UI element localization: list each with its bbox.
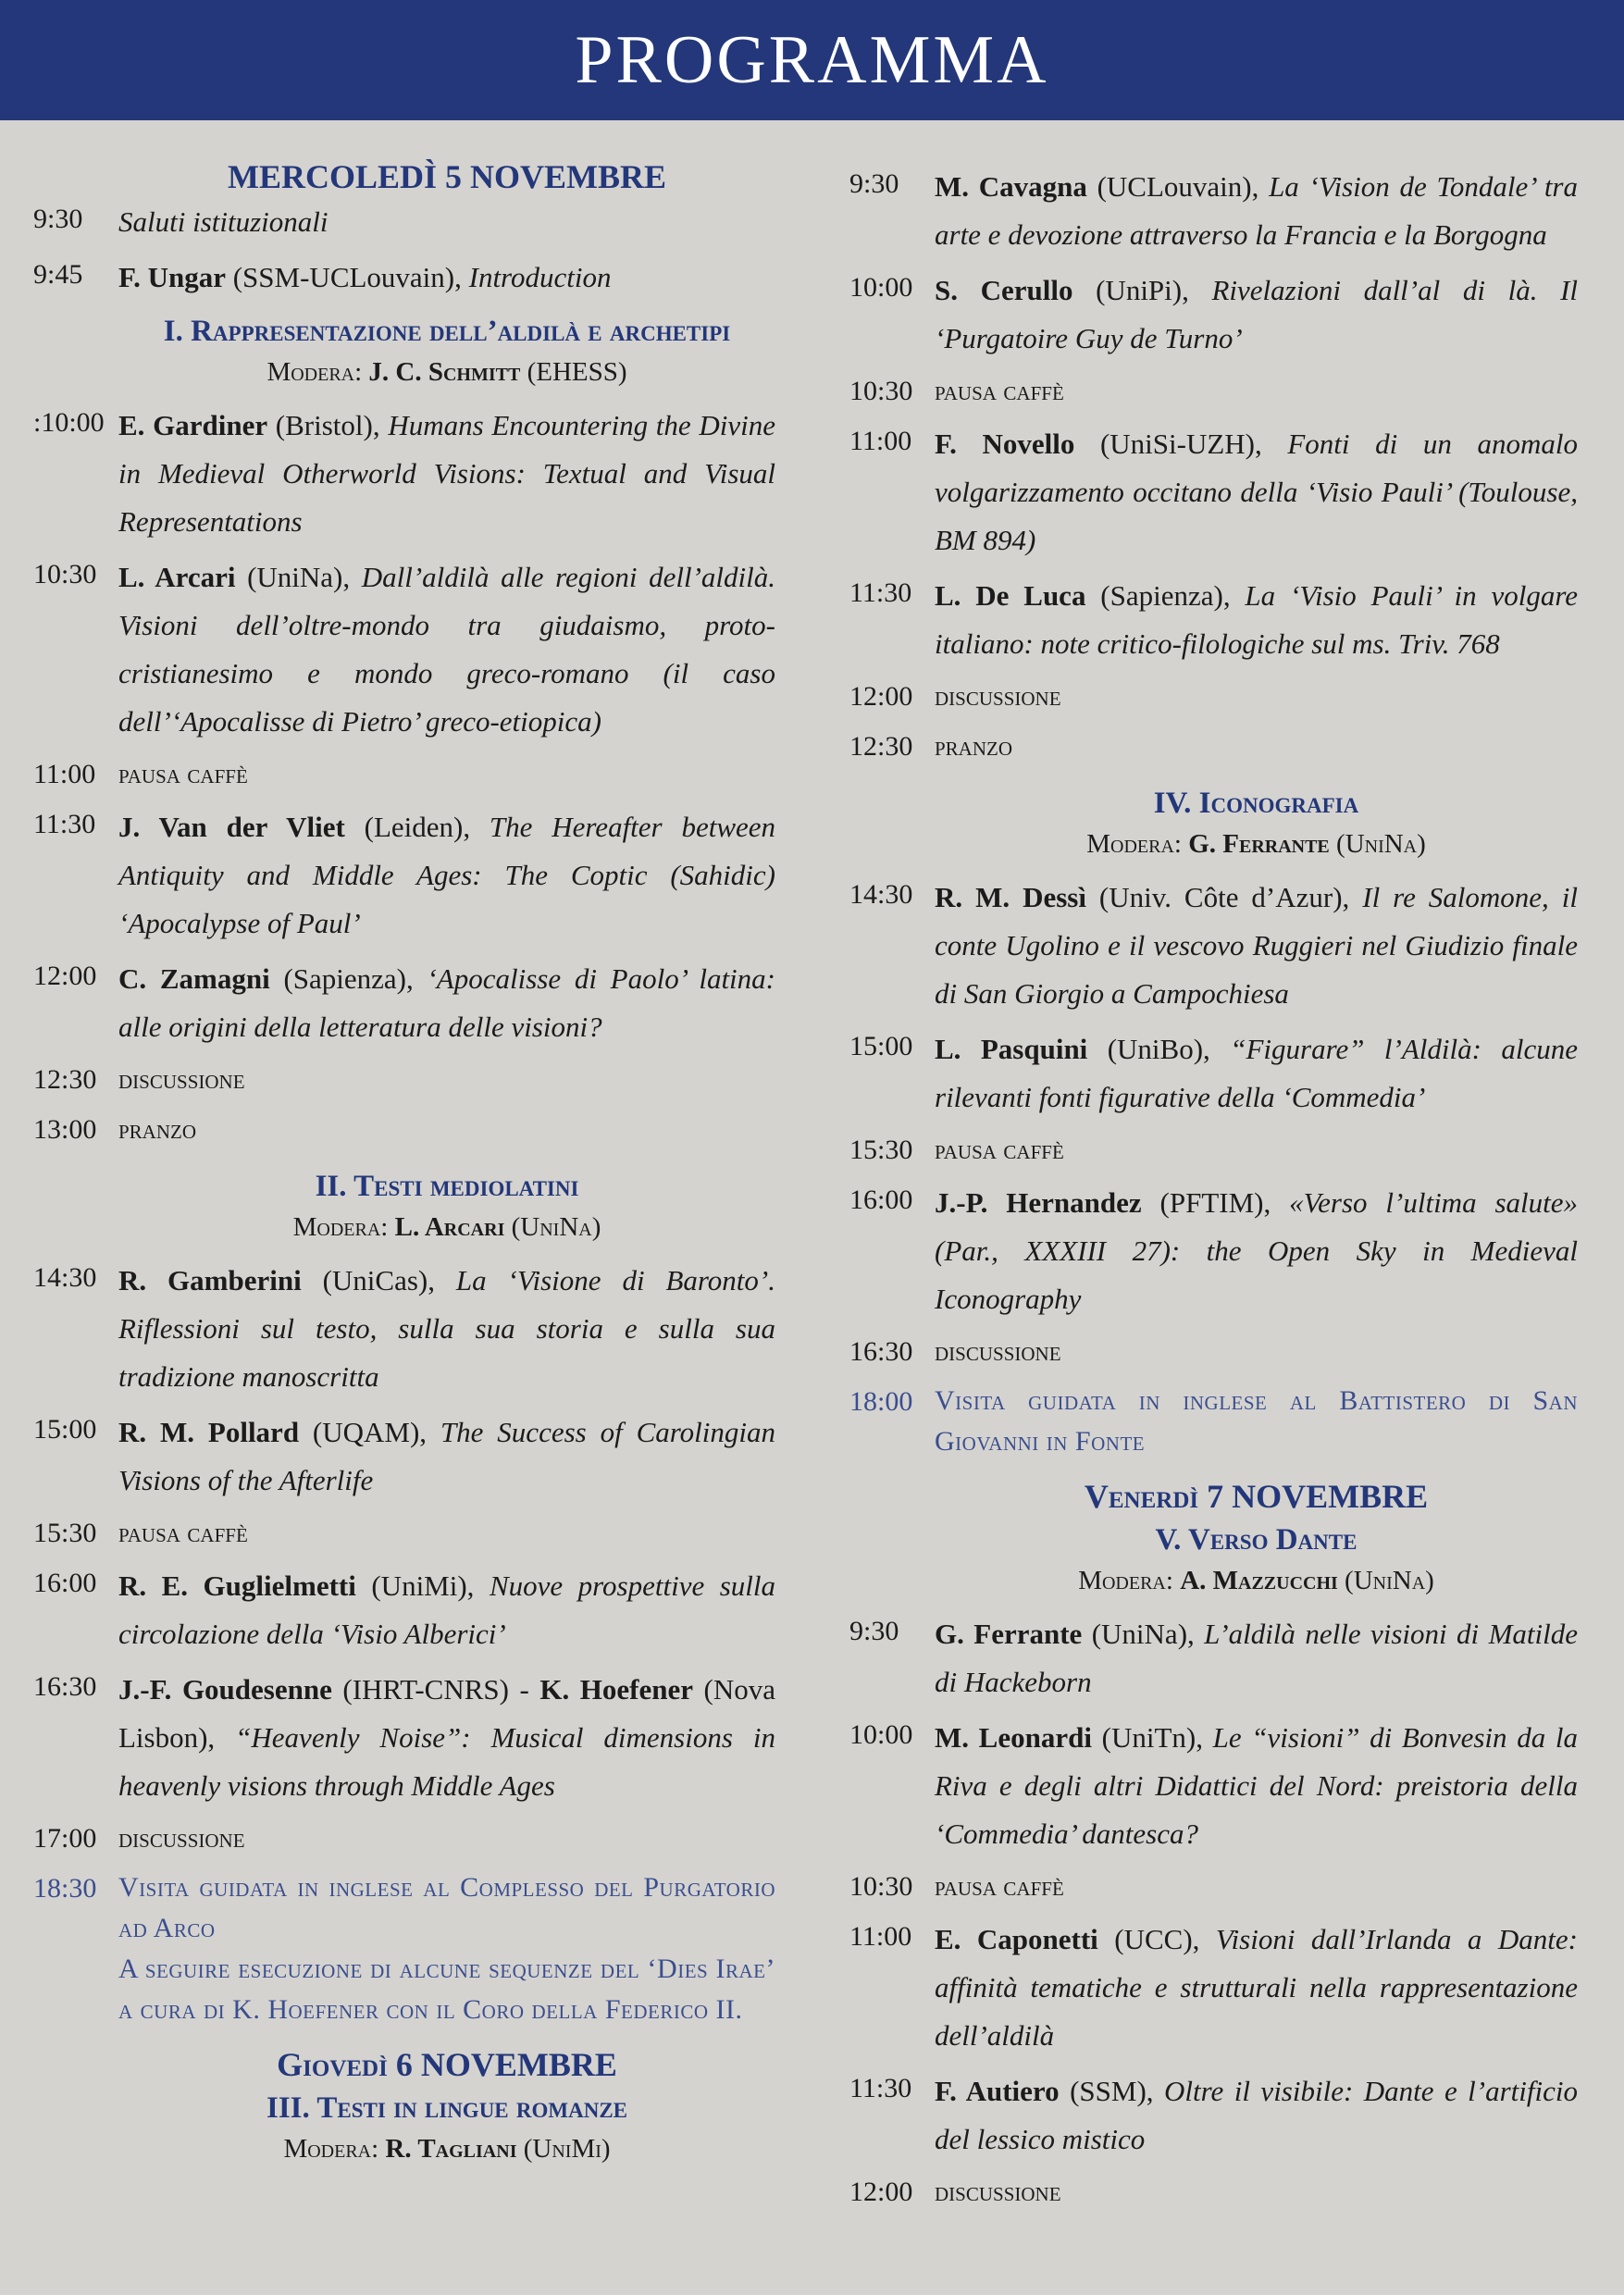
entry-time: :10:00 bbox=[33, 407, 105, 438]
entry-text: pausa caffè bbox=[935, 1871, 1064, 1902]
section-title: II. Testi mediolatini bbox=[315, 1170, 579, 1203]
entry-time: 15:00 bbox=[849, 1031, 913, 1061]
entry-text bbox=[935, 1179, 1578, 1323]
affiliation: (Sapienza), bbox=[269, 962, 428, 995]
entry-text: pranzo bbox=[935, 731, 1013, 762]
entry-time: 11:00 bbox=[33, 759, 96, 789]
program-entry bbox=[849, 1714, 1578, 1858]
entry-time: 10:30 bbox=[849, 376, 913, 406]
entry-time: 10:30 bbox=[849, 1871, 913, 1902]
speaker: C. Zamagni bbox=[118, 962, 270, 995]
affiliation: (Bristol), bbox=[267, 409, 389, 441]
entry-text bbox=[935, 1916, 1578, 2060]
talk-title: Visioni dall’Irlanda a Dante: affinità tematiche e strutturali nella rappresentazione dell’aldilà bbox=[935, 1923, 1578, 2052]
entry-time: 12:00 bbox=[33, 961, 97, 991]
affiliation: (UQAM), bbox=[299, 1416, 440, 1448]
day-title-friday: Venerdì 7 NOVEMBRE bbox=[1084, 1478, 1429, 1515]
moderator-line: Modera: L. Arcari (UniNa) bbox=[292, 1212, 601, 1242]
entry-text bbox=[118, 1666, 775, 1810]
speaker: K. Hoefener bbox=[539, 1673, 693, 1706]
entry-time: 11:30 bbox=[849, 577, 912, 608]
program-entry bbox=[849, 1610, 1578, 1706]
break-entry bbox=[33, 753, 775, 796]
entry-text bbox=[935, 572, 1578, 668]
speaker: F. Ungar bbox=[118, 261, 226, 293]
talk-title: Introduction bbox=[468, 261, 612, 293]
entry-text bbox=[935, 267, 1578, 363]
speaker: R. M. Pollard bbox=[118, 1416, 300, 1448]
entry-time: 11:30 bbox=[849, 2073, 912, 2103]
entry-time: 16:00 bbox=[849, 1185, 913, 1215]
affiliation: (UCC), bbox=[1097, 1923, 1216, 1955]
entry-time: 9:30 bbox=[33, 204, 83, 234]
entry-text bbox=[935, 2067, 1578, 2164]
entry-text: pausa caffè bbox=[935, 376, 1064, 406]
entry-text bbox=[118, 553, 775, 746]
entry-time: 15:00 bbox=[33, 1414, 97, 1445]
break-entry bbox=[33, 1512, 775, 1555]
entry-text: discussione bbox=[935, 681, 1061, 712]
section-title: III. Testi in lingue romanze bbox=[266, 2091, 628, 2125]
affiliation: (Sapienza), bbox=[1085, 579, 1246, 612]
talk-title: Rivelazioni dall’al di là. Il ‘Purgatoire Guy de Turno’ bbox=[935, 274, 1579, 354]
entry-text bbox=[118, 402, 775, 546]
section-title: V. Verso Dante bbox=[1155, 1523, 1357, 1557]
speaker: F. Novello bbox=[935, 428, 1075, 460]
entry-text bbox=[118, 1562, 775, 1658]
entry-text: Saluti istituzionali bbox=[118, 205, 329, 238]
break-entry bbox=[849, 370, 1578, 413]
entry-text: Visita guidata in inglese al Complesso del Purgatorio ad Arco A seguire esecuzione di alcune sequenze del ‘Dies Irae’ a cura di K. Hoefener con il Coro della Federico II. bbox=[118, 1872, 775, 2025]
break-entry bbox=[33, 1109, 775, 1151]
speaker: S. Cerullo bbox=[935, 274, 1073, 306]
talk-title: ‘Apocalisse di Paolo’ latina: alle origini della letteratura delle visioni? bbox=[118, 962, 775, 1043]
affiliation: (IHRT-CNRS) - bbox=[331, 1673, 540, 1706]
program-entry bbox=[849, 572, 1578, 668]
talk-title: Fonti di un anomalo volgarizzamento occitano della ‘Visio Pauli’ (Toulouse, BM 894) bbox=[935, 428, 1579, 556]
entry-text bbox=[935, 874, 1578, 1018]
entry-text bbox=[118, 1257, 775, 1401]
program-entry bbox=[849, 267, 1578, 363]
entry-time: 11:00 bbox=[849, 426, 912, 456]
right-column bbox=[849, 163, 1578, 2221]
speaker: J.-F. Goudesenne bbox=[118, 1673, 332, 1706]
entry-text bbox=[935, 1714, 1578, 1858]
entry-time: 13:00 bbox=[33, 1114, 97, 1145]
entry-text: discussione bbox=[118, 1064, 245, 1095]
entry-time: 18:30 bbox=[33, 1873, 97, 1904]
entry-text: discussione bbox=[935, 1336, 1061, 1367]
talk-title: La ‘Visio Pauli’ in volgare italiano: note critico-filologiche sul ms. Triv. 768 bbox=[935, 579, 1578, 660]
program-entry bbox=[33, 402, 775, 546]
entry-text bbox=[118, 1408, 775, 1505]
affiliation: (Univ. Côte d’Azur), bbox=[1085, 881, 1363, 913]
affiliation: (UniBo), bbox=[1087, 1033, 1231, 1065]
program-entry bbox=[849, 2067, 1578, 2164]
entry-time: 17:00 bbox=[33, 1823, 97, 1854]
speaker: R. M. Dessì bbox=[935, 881, 1086, 913]
left-column bbox=[33, 155, 775, 2178]
program-entry bbox=[33, 1408, 775, 1505]
speaker: M. Leonardi bbox=[935, 1721, 1092, 1754]
entry-time: 16:30 bbox=[849, 1336, 913, 1367]
moderator-line: Modera: A. Mazzucchi (UniNa) bbox=[1078, 1566, 1434, 1595]
speaker: J. Van der Vliet bbox=[118, 811, 345, 843]
talk-title: The Hereafter between Antiquity and Middle Ages: The Coptic (Sahidic) ‘Apocalypse of Paul’ bbox=[118, 811, 776, 939]
program-entry bbox=[33, 553, 775, 746]
program-entry bbox=[849, 1025, 1578, 1122]
visit-entry bbox=[33, 1867, 775, 2030]
program-entry bbox=[849, 163, 1578, 259]
talk-title: L’aldilà nelle visioni di Matilde di Hackeborn bbox=[935, 1618, 1578, 1698]
page-header bbox=[0, 0, 1624, 120]
affiliation: (UniCas), bbox=[301, 1264, 456, 1296]
speaker: G. Ferrante bbox=[935, 1618, 1083, 1650]
entry-time: 12:00 bbox=[849, 681, 913, 712]
entry-text: discussione bbox=[935, 2177, 1061, 2207]
talk-title: “Heavenly Noise”: Musical dimensions in heavenly visions through Middle Ages bbox=[118, 1721, 775, 1802]
talk-title: Le “visioni” di Bonvesin da la Riva e degli altri Didattici del Nord: preistoria della ‘Commedia’ dantesca? bbox=[935, 1721, 1578, 1850]
entry-text bbox=[935, 163, 1578, 259]
speaker: F. Autiero bbox=[935, 2075, 1060, 2107]
speaker: J.-P. Hernandez bbox=[935, 1186, 1142, 1219]
entry-time: 11:30 bbox=[33, 809, 96, 839]
speaker: E. Caponetti bbox=[935, 1923, 1098, 1955]
section-title: IV. Iconografia bbox=[1153, 787, 1359, 820]
affiliation: (UniNa), bbox=[1082, 1618, 1205, 1650]
entry-text bbox=[118, 955, 775, 1051]
entry-text: pausa caffè bbox=[118, 1518, 248, 1548]
entry-time: 15:30 bbox=[33, 1518, 97, 1548]
entry-text: Visita guidata in inglese al Battistero di San Giovanni in Fonte bbox=[935, 1385, 1578, 1457]
affiliation: (Leiden), bbox=[344, 811, 490, 843]
program-entry bbox=[33, 1257, 775, 1401]
entry-time: 14:30 bbox=[849, 879, 913, 910]
break-entry bbox=[849, 726, 1578, 768]
entry-text: pranzo bbox=[118, 1114, 197, 1145]
talk-title: Dall’aldilà alle regioni dell’aldilà. Visioni dell’oltre-mondo tra giudaismo, proto-cristianesimo e mondo greco-romano (il caso dell’‘Apocalisse di Pietro’ greco-etiopica) bbox=[118, 561, 775, 738]
talk-title: La ‘Visione di Baronto’. Riflessioni sul testo, sulla sua storia e sulla sua tradizione manoscritta bbox=[118, 1264, 775, 1393]
break-entry bbox=[849, 1866, 1578, 1908]
entry-time: 12:00 bbox=[849, 2177, 913, 2207]
talk-title: Oltre il visibile: Dante e l’artificio del lessico mistico bbox=[935, 2075, 1579, 2155]
entry-time: 14:30 bbox=[33, 1262, 97, 1293]
program-entry bbox=[33, 1666, 775, 1810]
day-title-wednesday: MERCOLEDÌ 5 NOVEMBRE bbox=[227, 158, 667, 195]
affiliation: (SSM-UCLouvain), bbox=[225, 261, 469, 293]
entry-text bbox=[935, 420, 1578, 564]
entry-time: 18:00 bbox=[849, 1386, 913, 1417]
talk-title: The Success of Carolingian Visions of the Afterlife bbox=[118, 1416, 776, 1496]
entry-time: 15:30 bbox=[849, 1135, 913, 1165]
break-entry bbox=[849, 1129, 1578, 1172]
affiliation: (UniTn), bbox=[1091, 1721, 1213, 1754]
break-entry bbox=[849, 1331, 1578, 1373]
program-entry bbox=[33, 198, 775, 246]
entry-text bbox=[935, 1610, 1578, 1706]
break-entry bbox=[849, 676, 1578, 718]
affiliation: (PFTIM), bbox=[1141, 1186, 1290, 1219]
entry-time: 9:45 bbox=[33, 259, 83, 290]
speaker: L. De Luca bbox=[935, 579, 1086, 612]
entry-time: 11:00 bbox=[849, 1921, 912, 1952]
speaker: L. Pasquini bbox=[935, 1033, 1088, 1065]
entry-time: 10:00 bbox=[849, 1719, 913, 1750]
entry-text: pausa caffè bbox=[118, 759, 248, 789]
talk-title: “Figurare” l’Aldilà: alcune rilevanti fonti figurative della ‘Commedia’ bbox=[935, 1033, 1578, 1113]
moderator-line: Modera: R. Tagliani (UniMi) bbox=[283, 2134, 611, 2164]
entry-time: 16:30 bbox=[33, 1671, 97, 1702]
program-entry bbox=[33, 1562, 775, 1658]
program-entry bbox=[849, 1179, 1578, 1323]
entry-text: discussione bbox=[118, 1823, 245, 1854]
day-title-thursday: Giovedì 6 NOVEMBRE bbox=[277, 2046, 617, 2083]
entry-time: 12:30 bbox=[33, 1064, 97, 1095]
break-entry bbox=[33, 1059, 775, 1101]
break-entry bbox=[33, 1817, 775, 1860]
speaker: M. Cavagna bbox=[935, 170, 1087, 203]
program-entry bbox=[849, 420, 1578, 564]
program-entry bbox=[33, 803, 775, 948]
program-entry bbox=[849, 1916, 1578, 2060]
entry-text bbox=[118, 254, 775, 302]
affiliation: (UniPi), bbox=[1072, 274, 1212, 306]
speaker: E. Gardiner bbox=[118, 409, 268, 441]
program-entry bbox=[33, 955, 775, 1051]
entry-time: 12:30 bbox=[849, 731, 913, 762]
speaker: R. E. Guglielmetti bbox=[118, 1569, 356, 1602]
break-entry bbox=[849, 2171, 1578, 2214]
affiliation: (UniSi-UZH), bbox=[1074, 428, 1288, 460]
program-entry bbox=[849, 874, 1578, 1018]
speaker: L. Arcari bbox=[118, 561, 236, 593]
affiliation: (Nova Lisbon), bbox=[118, 1673, 776, 1754]
entry-time: 10:30 bbox=[33, 559, 97, 589]
speaker: R. Gamberini bbox=[118, 1264, 302, 1296]
visit-entry bbox=[849, 1381, 1578, 1462]
entry-time: 16:00 bbox=[33, 1568, 97, 1598]
talk-title: Nuove prospettive sulla circolazione della ‘Visio Alberici’ bbox=[118, 1569, 776, 1650]
affiliation: (SSM), bbox=[1059, 2075, 1164, 2107]
entry-text bbox=[935, 1025, 1578, 1122]
entry-text bbox=[118, 803, 775, 948]
affiliation: (UniNa), bbox=[235, 561, 362, 593]
talk-title: Humans Encountering the Divine in Medieval Otherworld Visions: Textual and Visual Representations bbox=[118, 409, 775, 538]
entry-time: 10:00 bbox=[849, 272, 913, 303]
moderator-line: Modera: J. C. Schmitt (EHESS) bbox=[267, 357, 627, 387]
moderator-line: Modera: G. Ferrante (UniNa) bbox=[1086, 829, 1426, 859]
talk-title: La ‘Vision de Tondale’ tra arte e devozione attraverso la Francia e la Borgogna bbox=[935, 170, 1578, 251]
talk-title: Il re Salomone, il conte Ugolino e il vescovo Ruggieri nel Giudizio finale di San Giorgio a Campochiesa bbox=[935, 881, 1578, 1010]
page-title: PROGRAMMA bbox=[575, 21, 1049, 98]
section-title: I. Rappresentazione dell’aldilà e archetipi bbox=[163, 315, 731, 348]
program-entry bbox=[33, 254, 775, 302]
talk-title: «Verso l’ultima salute» (Par., XXXIII 27): the Open Sky in Medieval Iconography bbox=[935, 1186, 1578, 1315]
affiliation: (UCLouvain), bbox=[1086, 170, 1270, 203]
entry-time: 9:30 bbox=[849, 1616, 899, 1646]
entry-text: pausa caffè bbox=[935, 1135, 1064, 1165]
affiliation: (UniMi), bbox=[355, 1569, 490, 1602]
entry-time: 9:30 bbox=[849, 168, 899, 199]
